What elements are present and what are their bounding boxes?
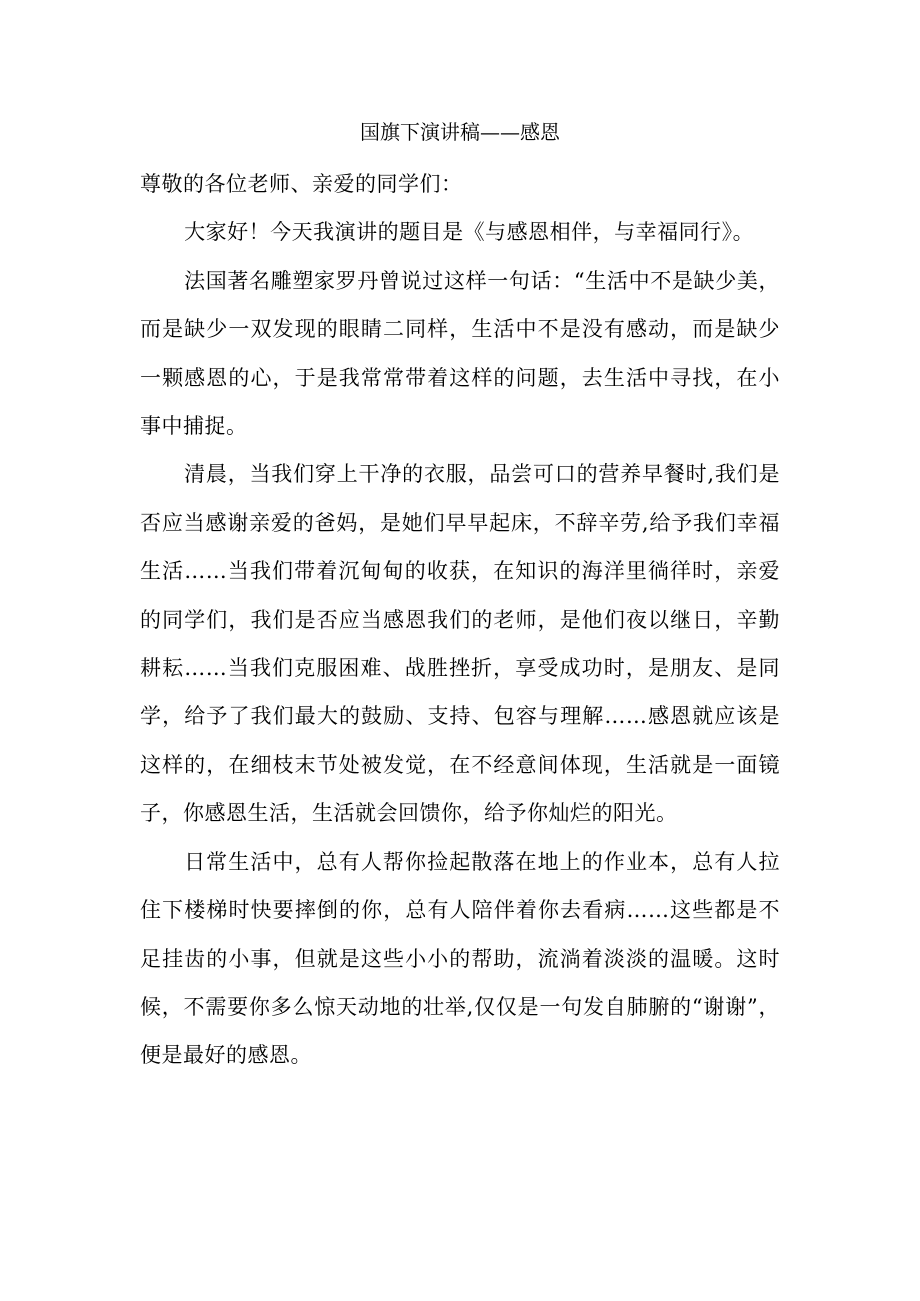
paragraph: 法国著名雕塑家罗丹曾说过这样一句话：“生活中不是缺少美，而是缺少一双发现的眼睛二同样，生活中不是没有感动，而是缺少一颗感恩的心，于是我常常带着这样的问题，去生活中寻找，在小事中捕捉。 [140,268,780,439]
paragraph: 日常生活中，总有人帮你捡起散落在地上的作业本，总有人拉住下楼梯时快要摔倒的你，总有人陪伴着你去看病……这些都是不足挂齿的小事，但就是这些小小的帮助，流淌着淡淡的温暖。这时候，不需要你多么惊天动地的壮举,仅仅是一句发自肺腑的“谢谢”，便是最好的感恩。 [140,849,780,1068]
greeting: 尊敬的各位老师、亲爱的同学们： [140,172,463,196]
document-body [140,160,780,1080]
document-title: 国旗下演讲稿——感恩 [360,120,560,144]
paragraph: 清晨，当我们穿上干净的衣服，品尝可口的营养早餐时,我们是否应当感谢亲爱的爸妈，是她们早早起床，不辞辛劳,给予我们幸福生活……当我们带着沉甸甸的收获，在知识的海洋里徜徉时，亲爱的同学们，我们是否应当感恩我们的老师，是他们夜以继日，辛勤耕耘……当我们克服困难、战胜挫折，享受成功时，是朋友、是同学，给予了我们最大的鼓励、支持、包容与理解……感恩就应该是这样的，在细枝末节处被发觉，在不经意间体现，生活就是一面镜子，你感恩生活，生活就会回馈你，给予你灿烂的阳光。 [140,462,780,826]
paragraph: 大家好！今天我演讲的题目是《与感恩相伴，与幸福同行》。 [184,220,755,245]
